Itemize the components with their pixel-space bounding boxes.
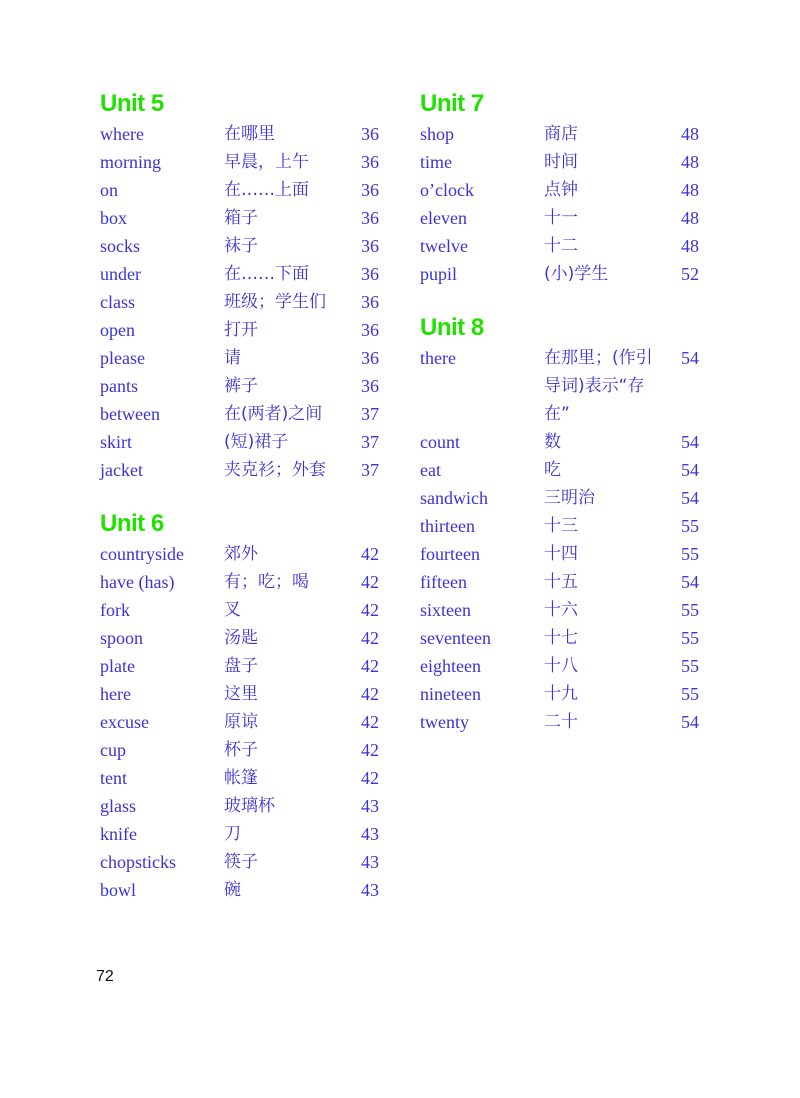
chinese-meaning: 十三 bbox=[544, 516, 578, 536]
page-ref: 43 bbox=[361, 852, 379, 872]
chinese-meaning: 盘子 bbox=[224, 656, 258, 676]
chinese-meaning: 在(两者)之间 bbox=[224, 404, 323, 424]
page-ref: 36 bbox=[361, 236, 379, 256]
english-word: between bbox=[100, 404, 160, 424]
vocab-row bbox=[100, 848, 385, 876]
english-word: eat bbox=[420, 460, 441, 480]
page-ref: 55 bbox=[681, 656, 699, 676]
english-word: o’clock bbox=[420, 180, 474, 200]
chinese-meaning: 箱子 bbox=[224, 208, 258, 228]
vocab-row bbox=[420, 344, 705, 428]
vocab-row bbox=[100, 736, 385, 764]
chinese-meaning: 筷子 bbox=[224, 852, 258, 872]
english-word: pants bbox=[100, 376, 138, 396]
page-ref: 54 bbox=[681, 488, 699, 508]
english-word: count bbox=[420, 432, 460, 452]
vocab-row bbox=[420, 540, 705, 568]
page-ref: 48 bbox=[681, 124, 699, 144]
page-ref: 36 bbox=[361, 124, 379, 144]
english-word: seventeen bbox=[420, 628, 491, 648]
english-word: there bbox=[420, 348, 456, 368]
chinese-meaning: 十八 bbox=[544, 656, 578, 676]
page-ref: 42 bbox=[361, 628, 379, 648]
page-ref: 55 bbox=[681, 516, 699, 536]
page-ref: 42 bbox=[361, 768, 379, 788]
chinese-meaning: 商店 bbox=[544, 124, 578, 144]
page-ref: 42 bbox=[361, 544, 379, 564]
vocab-row bbox=[100, 316, 385, 344]
english-word: pupil bbox=[420, 264, 458, 284]
unit-section bbox=[100, 88, 385, 484]
english-word: on bbox=[100, 180, 118, 200]
chinese-meaning: 在……上面 bbox=[224, 180, 309, 200]
chinese-meaning: 十六 bbox=[544, 600, 578, 620]
vocab-row bbox=[420, 232, 705, 260]
unit-section bbox=[420, 88, 705, 288]
english-word: knife bbox=[100, 824, 137, 844]
vocab-row bbox=[420, 512, 705, 540]
vocab-row bbox=[100, 624, 385, 652]
english-word: twenty bbox=[420, 712, 469, 732]
chinese-meaning: 三明治 bbox=[544, 488, 595, 508]
vocab-row bbox=[420, 428, 705, 456]
english-word: excuse bbox=[100, 712, 149, 732]
chinese-meaning: 有；吃；喝 bbox=[224, 572, 309, 592]
chinese-meaning: 郊外 bbox=[224, 544, 258, 564]
vocab-row bbox=[100, 260, 385, 288]
page-ref: 36 bbox=[361, 348, 379, 368]
page-ref: 54 bbox=[681, 572, 699, 592]
vocab-row bbox=[100, 176, 385, 204]
page-ref: 42 bbox=[361, 740, 379, 760]
vocab-row bbox=[420, 624, 705, 652]
page-ref: 42 bbox=[361, 600, 379, 620]
page-ref: 48 bbox=[681, 236, 699, 256]
vocab-row bbox=[100, 820, 385, 848]
vocab-row bbox=[420, 708, 705, 736]
unit-section bbox=[100, 508, 385, 904]
english-word: plate bbox=[100, 656, 135, 676]
english-word: skirt bbox=[100, 432, 133, 452]
chinese-meaning: 刀 bbox=[224, 824, 241, 844]
vocab-row bbox=[100, 428, 385, 456]
vocab-row bbox=[420, 120, 705, 148]
vocab-row bbox=[100, 232, 385, 260]
english-word: bowl bbox=[100, 880, 136, 900]
chinese-meaning: 在……下面 bbox=[224, 264, 309, 284]
page-number: 72 bbox=[96, 968, 114, 985]
page-ref: 55 bbox=[681, 628, 699, 648]
vocab-row bbox=[420, 148, 705, 176]
english-word: jacket bbox=[100, 460, 143, 480]
chinese-meaning: 叉 bbox=[224, 600, 241, 620]
vocab-row bbox=[100, 400, 385, 428]
vocab-row bbox=[100, 456, 385, 484]
english-word: glass bbox=[100, 796, 136, 816]
section-gap bbox=[100, 484, 385, 508]
chinese-meaning: 十一 bbox=[544, 208, 578, 228]
page-ref: 36 bbox=[361, 152, 379, 172]
page-ref: 43 bbox=[361, 880, 379, 900]
chinese-meaning: 吃 bbox=[544, 460, 561, 480]
page-ref: 36 bbox=[361, 376, 379, 396]
chinese-meaning: 在哪里 bbox=[224, 124, 275, 144]
vocab-row bbox=[100, 204, 385, 232]
english-word: eleven bbox=[420, 208, 467, 228]
page-ref: 42 bbox=[361, 684, 379, 704]
vocab-row bbox=[100, 344, 385, 372]
page-ref: 37 bbox=[361, 460, 379, 480]
right-column bbox=[420, 88, 705, 736]
page-ref: 36 bbox=[361, 320, 379, 340]
english-word: fifteen bbox=[420, 572, 467, 592]
page-ref: 43 bbox=[361, 796, 379, 816]
english-word: under bbox=[100, 264, 141, 284]
chinese-meaning: 十五 bbox=[544, 572, 578, 592]
chinese-meaning: 早晨，上午 bbox=[224, 152, 309, 172]
chinese-meaning: 十二 bbox=[544, 236, 578, 256]
chinese-meaning: (短)裙子 bbox=[224, 432, 289, 452]
english-word: open bbox=[100, 320, 135, 340]
chinese-meaning: 袜子 bbox=[224, 236, 258, 256]
chinese-meaning: 碗 bbox=[224, 880, 241, 900]
vocab-row bbox=[100, 540, 385, 568]
chinese-meaning: 请 bbox=[224, 348, 241, 368]
unit-section bbox=[420, 312, 705, 736]
page-ref: 54 bbox=[681, 348, 699, 368]
page-ref: 37 bbox=[361, 432, 379, 452]
english-word: time bbox=[420, 152, 452, 172]
page-ref: 37 bbox=[361, 404, 379, 424]
vocab-row bbox=[420, 652, 705, 680]
unit-title: Unit 6 bbox=[100, 510, 164, 537]
vocab-row bbox=[100, 680, 385, 708]
vocab-row bbox=[420, 568, 705, 596]
vocab-row bbox=[420, 456, 705, 484]
chinese-meaning: 时间 bbox=[544, 152, 578, 172]
chinese-meaning: 帐篷 bbox=[224, 768, 258, 788]
page-ref: 54 bbox=[681, 432, 699, 452]
english-word: please bbox=[100, 348, 145, 368]
page-ref: 48 bbox=[681, 208, 699, 228]
page-ref: 55 bbox=[681, 544, 699, 564]
english-word: socks bbox=[100, 236, 140, 256]
vocab-row bbox=[420, 484, 705, 512]
section-gap bbox=[420, 288, 705, 312]
chinese-meaning: 玻璃杯 bbox=[224, 796, 275, 816]
page-ref: 43 bbox=[361, 824, 379, 844]
english-word: fourteen bbox=[420, 544, 480, 564]
english-word: morning bbox=[100, 152, 161, 172]
left-column bbox=[100, 88, 385, 904]
page-ref: 48 bbox=[681, 152, 699, 172]
chinese-meaning: 十七 bbox=[544, 628, 578, 648]
english-word: cup bbox=[100, 740, 126, 760]
page-ref: 48 bbox=[681, 180, 699, 200]
page-ref: 42 bbox=[361, 656, 379, 676]
chinese-meaning: 班级；学生们 bbox=[224, 292, 326, 312]
chinese-meaning: 原谅 bbox=[224, 712, 258, 732]
page-ref: 55 bbox=[681, 600, 699, 620]
page-ref: 36 bbox=[361, 208, 379, 228]
english-word: thirteen bbox=[420, 516, 475, 536]
english-word: shop bbox=[420, 124, 455, 144]
chinese-meaning: 夹克衫；外套 bbox=[224, 460, 326, 480]
page-ref: 36 bbox=[361, 292, 379, 312]
vocab-row bbox=[100, 596, 385, 624]
chinese-meaning: 汤匙 bbox=[224, 628, 258, 648]
page-ref: 52 bbox=[681, 264, 699, 284]
vocab-row bbox=[100, 148, 385, 176]
vocab-row bbox=[100, 120, 385, 148]
unit-title: Unit 7 bbox=[420, 90, 484, 117]
vocab-row bbox=[420, 204, 705, 232]
vocab-row bbox=[420, 680, 705, 708]
page-ref: 54 bbox=[681, 460, 699, 480]
vocab-row bbox=[100, 372, 385, 400]
chinese-meaning: (小)学生 bbox=[544, 264, 609, 284]
english-word: tent bbox=[100, 768, 127, 788]
english-word: spoon bbox=[100, 628, 144, 648]
english-word: sixteen bbox=[420, 600, 471, 620]
unit-title: Unit 8 bbox=[420, 314, 484, 341]
english-word: countryside bbox=[100, 544, 184, 564]
english-word: nineteen bbox=[420, 684, 481, 704]
vocab-row bbox=[100, 792, 385, 820]
english-word: box bbox=[100, 208, 127, 228]
chinese-meaning: 杯子 bbox=[224, 740, 258, 760]
chinese-meaning: 十九 bbox=[544, 684, 578, 704]
vocab-row bbox=[420, 596, 705, 624]
english-word: here bbox=[100, 684, 131, 704]
vocab-row bbox=[100, 764, 385, 792]
english-word: fork bbox=[100, 600, 130, 620]
page-ref: 36 bbox=[361, 180, 379, 200]
vocab-row bbox=[100, 288, 385, 316]
english-word: twelve bbox=[420, 236, 468, 256]
vocab-row bbox=[100, 708, 385, 736]
unit-title: Unit 5 bbox=[100, 90, 164, 117]
vocab-row bbox=[100, 568, 385, 596]
chinese-meaning: 裤子 bbox=[224, 376, 258, 396]
vocab-row bbox=[420, 260, 705, 288]
chinese-meaning: 打开 bbox=[224, 320, 258, 340]
vocab-row bbox=[420, 176, 705, 204]
page-ref: 42 bbox=[361, 712, 379, 732]
chinese-meaning: 十四 bbox=[544, 544, 578, 564]
english-word: have (has) bbox=[100, 572, 175, 592]
chinese-meaning: 二十 bbox=[544, 712, 578, 732]
english-word: where bbox=[100, 124, 144, 144]
chinese-meaning: 点钟 bbox=[544, 180, 578, 200]
chinese-meaning: 在那里；(作引导词)表示“存在” bbox=[544, 348, 653, 424]
vocab-row bbox=[100, 876, 385, 904]
page-ref: 55 bbox=[681, 684, 699, 704]
chinese-meaning: 数 bbox=[544, 432, 561, 452]
english-word: eighteen bbox=[420, 656, 481, 676]
page-ref: 42 bbox=[361, 572, 379, 592]
chinese-meaning: 这里 bbox=[224, 684, 258, 704]
vocab-row bbox=[100, 652, 385, 680]
english-word: sandwich bbox=[420, 488, 488, 508]
page-ref: 54 bbox=[681, 712, 699, 732]
page-ref: 36 bbox=[361, 264, 379, 284]
english-word: class bbox=[100, 292, 135, 312]
english-word: chopsticks bbox=[100, 852, 176, 872]
